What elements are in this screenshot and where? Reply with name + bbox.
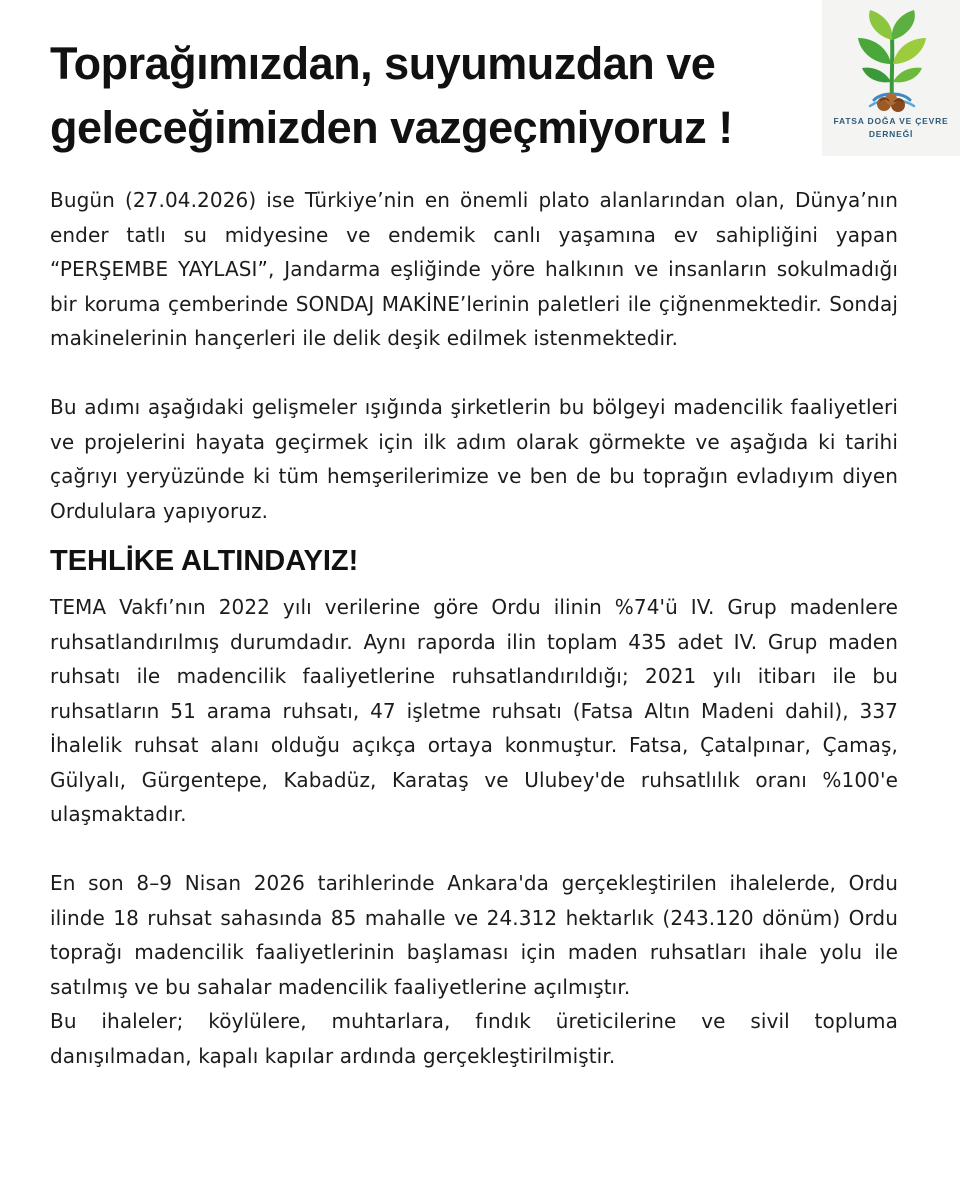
article-body [50,183,898,1073]
paragraph-3: TEMA Vakfı’nın 2022 yılı verilerine göre Ordu ilinin %74'ü IV. Grup madenlere ruhsatlandırılmış durumdadır. Aynı raporda ilin toplam 435 adet IV. Grup maden ruhsatı ile madencilik faaliyetlerine ruhsatlandırıldığı; 2021 yılı itibarı ile bu ruhsatların 51 arama ruhsatı, 47 işletme ruhsatı (Fatsa Altın Madeni dahil), 337 İhalelik ruhsat alanı olduğu açıkça ortaya konmuştur. Fatsa, Çatalpınar, Çamaş, Gülyalı, Gürgentepe, Kabadüz, Karataş ve Ulubey'de ruhsatlılık oranı %100'e ulaşmaktadır. [50,595,898,826]
association-logo [822,0,960,156]
paragraph-spacer [50,832,898,867]
logo-text-line-1: FATSA DOĞA VE ÇEVRE [833,116,949,126]
sprout-with-hazelnuts-icon [856,8,928,116]
title-line-2: geleceğimizden vazgeçmiyoruz ! [50,102,733,153]
paragraph-4: En son 8–9 Nisan 2026 tarihlerinde Ankara'da gerçekleştirilen ihalelerde, Ordu ilinde 18 ruhsat sahasında 85 mahalle ve 24.312 hektarlık (243.120 dönüm) Ordu toprağı madencilik faaliyetlerinin başlaması için maden ruhsatları ihale yolu ile satılmış ve bu sahalar madencilik faaliyetlerine açılmıştır. [50,871,898,999]
section-heading: TEHLİKE ALTINDAYIZ! [50,545,359,577]
paragraph-spacer [50,356,898,391]
paragraph-5: Bu ihaleler; köylülere, muhtarlara, fındık üreticilerine ve sivil topluma danışılmadan, kapalı kapılar ardında gerçekleştirilmiştir. [50,1009,898,1068]
paragraph-2: Bu adımı aşağıdaki gelişmeler ışığında şirketlerin bu bölgeyi madencilik faaliyetleri ve projelerini hayata geçirmek için ilk adım olarak görmekte ve aşağıda ki tarihi çağrıyı yeryüzünde ki tüm hemşerilerimize ve ben de bu toprağın evladıyım diyen Ordululara yapıyoruz. [50,395,898,523]
paragraph-1: Bugün (27.04.2026) ise Türkiye’nin en önemli plato alanlarından olan, Dünya’nın ender tatlı su midyesine ve endemik canlı yaşamına ev sahipliğini yapan “PERŞEMBE YAYLASI”, Jandarma eşliğinde yöre halkının ve insanların sokulmadığı bir koruma çemberinde SONDAJ MAKİNE’lerinin paletleri ile çiğnenmektedir. Sondaj makinelerinin hançerleri ile delik deşik edilmek istenmektedir. [50,188,898,350]
title-line-1: Toprağımızdan, suyumuzdan ve [50,38,716,89]
page-title [50,32,810,160]
logo-text-line-2: DERNEĞİ [868,129,914,139]
